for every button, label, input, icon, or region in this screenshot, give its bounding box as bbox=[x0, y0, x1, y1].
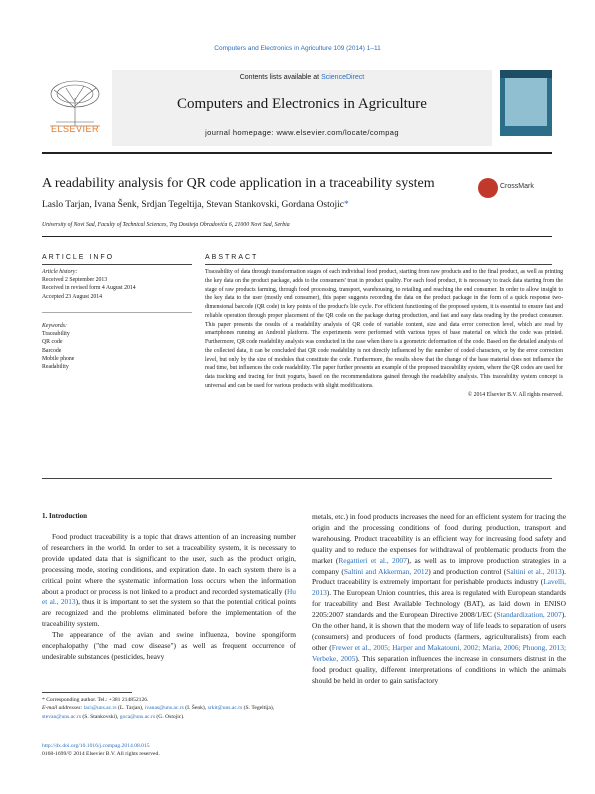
email-link[interactable]: ivanas@uns.ac.rs bbox=[144, 705, 184, 712]
abstract-text: Traceability of data through transformation stages of each individual food product, starting from raw products and to the final product, as well as printing the key data on the product package, adds to the consumers' trust in product quality. For each food product, it is necessary to track data starting from the stage of raw products farming, through food processing, transport, warehousing, to retailing and reaching the end consumer. In order to allow insight to the key data to the user (mostly end consumer), this paper suggests recording the data on the product package in the form of a quick response two-dimensional barcode (QR code) in key points of the product's life cycle. For efficient functioning of the proposed system, it is essential to ensure fast and reliable operation through proper placement of the QR code on the package during production, and fast and easy data reading by the product consumer. This paper presents the results of a readability analysis of QR code of variable content, size and data error correction level, which are read by smartphones running an Android platform. The experiments were performed with various types of base material on which the code was printed. Furthermore, QR code readability analysis was conducted in the case when there is a geometric deformation of the code. Based on the detailed analysis of the collected data, it can be concluded that QR code readability is not directly influenced by the number of coded characters, or by the error correction level, but only by the size of modules that constitute the code. Furthermore, the results show that the change of the base material does not influence the read time, but influences the code readability. The paper further presents an example of the proposed traceability system, where the QR codes are used for data tracking and tracing for fruit yogurts, based on the recommendations gained through the readability analysis. This traceability system concept is universal and can be used for various products with slight modifications. bbox=[205, 269, 563, 389]
text-run: ). On the other hand, it is shown that the modern way of life leads to separation of users (consumers) and producers of food products (farmers, agriculturalists) from each other ( bbox=[312, 610, 566, 652]
citation-link[interactable]: Lavelli, 2013 bbox=[312, 577, 566, 598]
keyword-item: QR code bbox=[42, 339, 63, 346]
text-run: ), thus it is important to set the system so that the potential critical points are recognized and the problems eliminated before the implementation of the traceability system. bbox=[42, 597, 296, 629]
article-history bbox=[42, 268, 192, 301]
keyword-item: Mobile phone bbox=[42, 355, 75, 362]
text-run: ). The European Union countries, this area is regulated with European standards for traceability and Best Available Technology (BAT), as laid down in ENISO 2205:2007 standards and the European Directive 2008/1/EC ( bbox=[312, 588, 566, 620]
email-owner: (I. Šenk), bbox=[183, 705, 208, 712]
email-link[interactable]: srkit@uns.ac.rs bbox=[207, 705, 243, 712]
citation-link[interactable]: Frewer et al., 2005; Harper and Makatouni, 2002; Maria, 2006; Phuong, 2013; Verbeke, 2005 bbox=[312, 642, 566, 663]
author-list bbox=[42, 200, 552, 210]
history-received: Received 2 September 2013 bbox=[42, 277, 108, 284]
corresponding-author-mark[interactable]: * bbox=[344, 200, 349, 210]
history-label: Article history: bbox=[42, 269, 78, 275]
email-owner: (S. Tegeltija), bbox=[242, 705, 275, 712]
corresponding-author-note: * Corresponding author. Tel.: +381 214852126. bbox=[42, 697, 149, 703]
history-revised: Received in revised form 4 August 2014 bbox=[42, 285, 136, 292]
sciencedirect-link[interactable]: ScienceDirect bbox=[321, 74, 365, 81]
text-run: ), as well as to improve production strategies in a company ( bbox=[312, 555, 567, 576]
paragraph bbox=[42, 532, 296, 630]
left-column bbox=[42, 532, 296, 663]
contents-line bbox=[112, 74, 492, 81]
text-run: ). Product traceability is extremely important for perishable products industry ( bbox=[312, 566, 566, 587]
affiliation: University of Novi Sad, Faculty of Technical Sciences, Trg Dositeja Obradovića 6, 21000 Novi Sad, Serbia bbox=[42, 222, 290, 228]
citation-link[interactable]: Regattieri et al., 2007 bbox=[338, 555, 407, 565]
keywords bbox=[42, 322, 192, 371]
article-info-heading: ARTICLE INFO bbox=[42, 254, 115, 261]
issn-line: 0168-1699/© 2014 Elsevier B.V. All rights reserved. bbox=[42, 751, 160, 758]
abstract-heading: ABSTRACT bbox=[205, 254, 259, 261]
paragraph: The appearance of the avian and swine influenza, bovine spongiform encephalopathy ("the mad cow disease") as well as frequent occurrence of undesirable substances (pesticides, heavy bbox=[42, 630, 296, 661]
text-run: metals, etc.) in food products increases the need for an efficient system for tracing the origin and the processing conditions of food during production, transport and warehousing. Product traceability is an efficient way for increasing food safety and quality and to reduce the expenses for withdrawal of problematic products from the market ( bbox=[312, 512, 566, 565]
abstract-copyright: © 2014 Elsevier B.V. All rights reserved. bbox=[467, 391, 563, 398]
email-link[interactable]: stevan@uns.ac.rs bbox=[42, 713, 82, 720]
footnote-rule bbox=[42, 692, 132, 693]
journal-homepage[interactable]: journal homepage: www.elsevier.com/locate/compag bbox=[205, 128, 399, 137]
email-link[interactable]: goca@uns.ac.rs bbox=[119, 713, 156, 720]
abstract-end-rule bbox=[42, 478, 552, 479]
keyword-item: Barcode bbox=[42, 347, 62, 354]
keywords-label: Keywords: bbox=[42, 323, 67, 329]
email-label: E-mail addresses: bbox=[42, 705, 84, 712]
text-run: Food product traceability is a topic that draws attention of an increasing number of researchers in the world. In order to set a traceability system, it is necessary to provide updated data that is significant to the user, such as the product origin, processing mode, storing conditions, and expiration date. In each system there is a critical point where the systematic information loss occurs when the information about a product or process is not linked to a product and recorded systematically ( bbox=[42, 532, 296, 596]
doi-link[interactable]: http://dx.doi.org/10.1016/j.compag.2014.08.015 bbox=[42, 743, 150, 749]
email-owner: (L. Tarjan), bbox=[116, 705, 145, 712]
article-title: A readability analysis for QR code application in a traceability system bbox=[42, 176, 435, 191]
keyword-item: Traceability bbox=[42, 331, 70, 338]
abstract-body bbox=[205, 268, 563, 399]
journal-cover-image bbox=[505, 78, 547, 126]
paragraph bbox=[312, 512, 566, 687]
journal-reference[interactable]: Computers and Electronics in Agriculture 109 (2014) 1–11 bbox=[214, 45, 381, 52]
publisher-name: ELSEVIER bbox=[50, 124, 100, 134]
text-run: ). This separation influences the increase in consumers distrust in the food product quality, different interpretations of conditions in which the animals should be held in order to gain satisfactory bbox=[312, 653, 567, 685]
citation-link[interactable]: Hu et al., 2013 bbox=[42, 586, 296, 607]
journal-title: Computers and Electronics in Agriculture bbox=[177, 96, 427, 112]
contents-prefix: Contents lists available at bbox=[239, 74, 322, 81]
citation-link[interactable]: Saltini and Akkerman, 2012 bbox=[343, 566, 429, 576]
doi-block bbox=[42, 742, 296, 759]
email-owner: (S. Stankovski), bbox=[81, 713, 120, 720]
crossmark-label[interactable]: CrossMark bbox=[500, 183, 534, 190]
header-divider bbox=[42, 152, 552, 154]
keyword-item: Readability bbox=[42, 364, 69, 371]
email-owner: (G. Ostojic). bbox=[155, 713, 185, 720]
citation-link[interactable]: Saltini et al., 2013 bbox=[506, 566, 562, 576]
email-addresses bbox=[42, 704, 296, 721]
article-info-rule bbox=[42, 264, 192, 265]
footnote bbox=[42, 696, 296, 721]
introduction-heading: 1. Introduction bbox=[42, 512, 87, 520]
authors-text: Laslo Tarjan, Ivana Šenk, Srdjan Tegeltija, Stevan Stankovski, Gordana Ostojic bbox=[42, 200, 344, 210]
title-divider bbox=[42, 236, 552, 237]
right-column bbox=[312, 512, 566, 687]
text-run: ) and production control ( bbox=[428, 566, 507, 576]
crossmark-icon[interactable] bbox=[478, 178, 498, 198]
citation-link[interactable]: Standardization, 2007 bbox=[496, 610, 562, 620]
history-rule bbox=[42, 312, 192, 313]
email-link[interactable]: laci@uns.ac.rs bbox=[83, 705, 117, 712]
history-accepted: Accepted 23 August 2014 bbox=[42, 293, 103, 300]
abstract-rule bbox=[205, 264, 552, 265]
journal-cover-band bbox=[500, 70, 552, 78]
